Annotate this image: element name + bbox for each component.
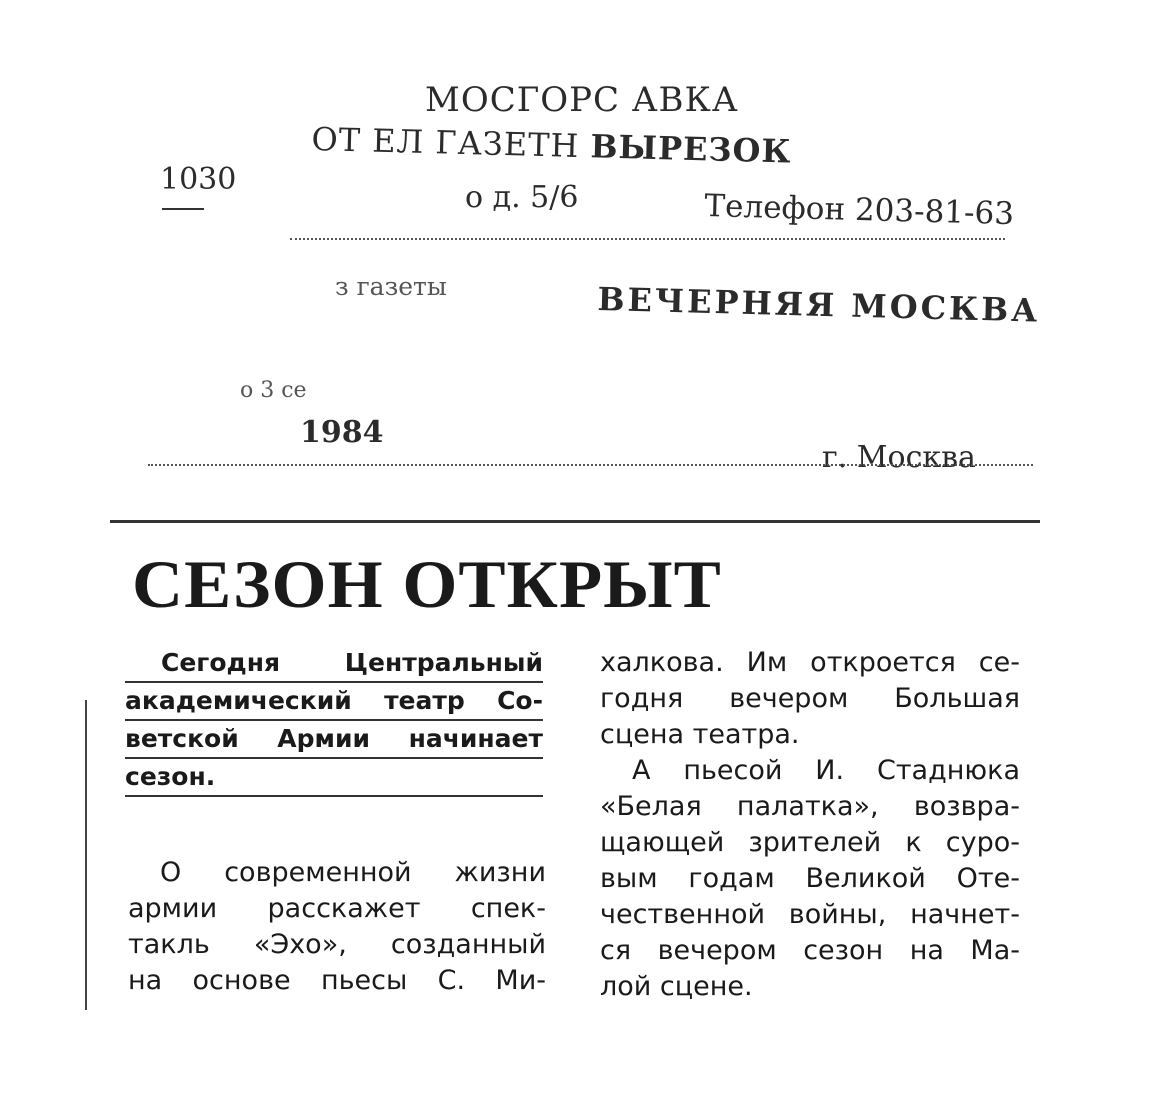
body-line: чественной войны, начнет- (600, 899, 1020, 930)
body-line: халкова. Им откроется се- (600, 647, 1020, 678)
body-line: лой сцене. (600, 971, 753, 1002)
article-headline: СЕЗОН ОТКРЫТ (132, 546, 722, 622)
phone-number: Телефон 203-81-63 (704, 188, 1015, 233)
body-line: годня вечером Большая (600, 683, 1020, 714)
clipping-top-rule (110, 520, 1040, 523)
lead-line: ветской Армии начинает (125, 721, 543, 759)
body-line: «Белая палатка», возвра- (600, 791, 1020, 822)
body-line: сцена театра. (600, 719, 800, 750)
date-day: о 3 се (240, 378, 307, 403)
postcode-underline (162, 208, 204, 210)
postcode: 1030 (160, 162, 237, 197)
newspaper-name: ВЕЧЕРНЯЯ МОСКВА (597, 280, 1041, 330)
date-divider (148, 464, 1033, 466)
date-year: 1984 (300, 415, 384, 450)
lead-line: Сегодня Центральный (125, 645, 543, 683)
lead-line: сезон. (125, 759, 543, 797)
article-lead (125, 645, 543, 797)
article-column-left (128, 855, 546, 999)
body-line: ся вечером сезон на Ма- (600, 935, 1020, 966)
clipping-left-edge (85, 700, 87, 1010)
address: о д. 5/6 (465, 180, 579, 215)
agency-name: МОСГОРС АВКА (425, 80, 739, 120)
body-line: вым годам Великой Оте- (600, 863, 1020, 894)
article-column-right (600, 645, 1020, 1005)
body-line: такль «Эхо», созданный (128, 929, 546, 960)
body-line: А пьесой И. Стаднюка (632, 755, 1020, 786)
department-name (311, 120, 792, 171)
from-newspaper-label: з газеты (335, 272, 447, 301)
stamp-divider (290, 238, 1005, 240)
lead-line: академический театр Со- (125, 683, 543, 721)
department-prefix: ОТ ЕЛ ГАЗЕТН (311, 120, 580, 166)
body-line: щающей зрителей к суро- (600, 827, 1020, 858)
city: г. Москва (822, 440, 976, 475)
body-line: на основе пьесы С. Ми- (128, 965, 546, 996)
body-line: О современной жизни (160, 857, 546, 888)
body-line: армии расскажет спек- (128, 893, 546, 924)
department-suffix: ВЫРЕЗОК (590, 127, 792, 171)
